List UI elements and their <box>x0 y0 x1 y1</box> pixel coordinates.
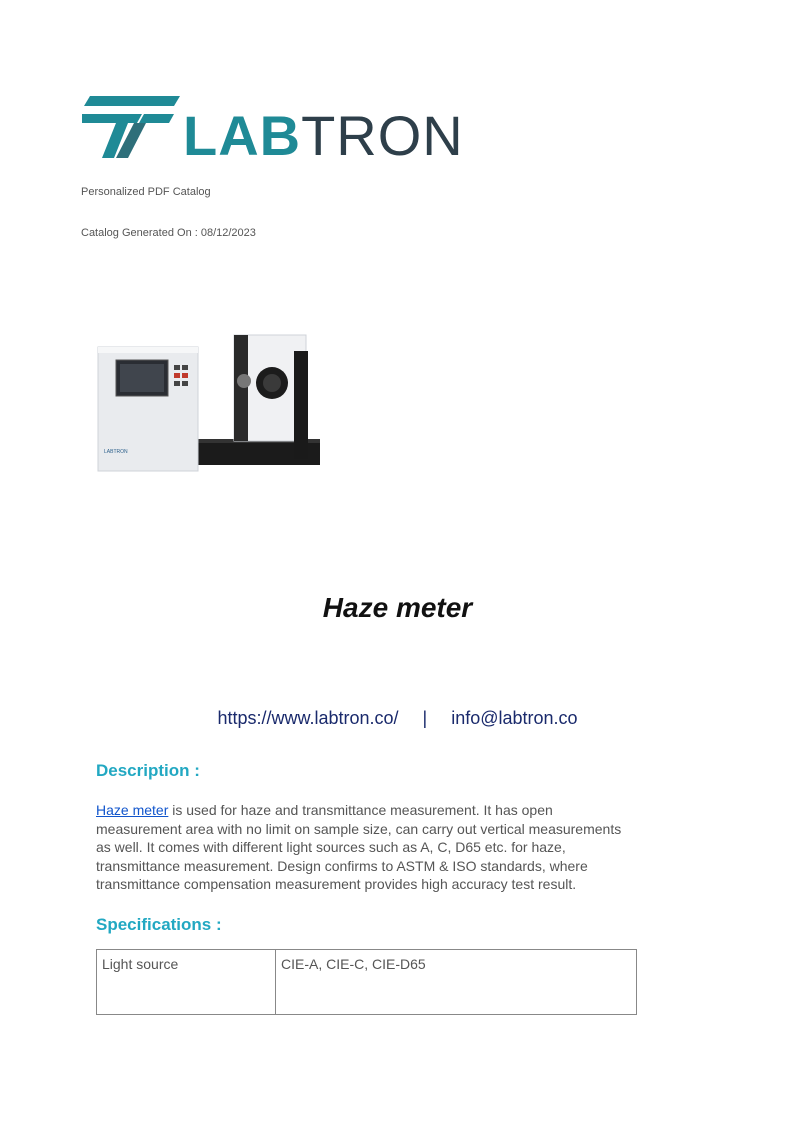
haze-meter-photo <box>94 333 324 475</box>
brand-tron: TRON <box>301 104 464 167</box>
description-text: is used for haze and transmittance measurement. It has open measurement area with no limit on sample size, can carry out vertical measurements as well. It comes with different light sources such as A, C, D65 etc. for haze, transmittance measurement. Design confirms to ASTM & ISO standards, where transmittance compensation measurement provides high accuracy test result. <box>96 802 622 892</box>
brand-lab: LAB <box>183 104 302 167</box>
catalog-date: Catalog Generated On : 08/12/2023 <box>81 227 256 239</box>
specifications-table <box>96 949 637 1015</box>
description-body <box>96 801 636 894</box>
spec-key: Light source <box>97 950 276 1015</box>
brand-wordmark <box>183 106 464 166</box>
description-heading: Description : <box>96 761 200 780</box>
contact-separator: | <box>422 708 428 728</box>
table-row <box>97 950 637 1015</box>
product-title: Haze meter <box>322 592 473 623</box>
svg-text:LABTRON: LABTRON <box>104 449 128 455</box>
spec-value: CIE-A, CIE-C, CIE-D65 <box>276 950 637 1015</box>
website-link[interactable]: https://www.labtron.co/ <box>217 708 399 728</box>
contact-line <box>0 708 795 729</box>
catalog-label: Personalized PDF Catalog <box>81 186 211 198</box>
specifications-heading: Specifications : <box>96 915 222 934</box>
product-link[interactable]: Haze meter <box>96 802 169 818</box>
email-link[interactable]: info@labtron.co <box>451 708 578 728</box>
